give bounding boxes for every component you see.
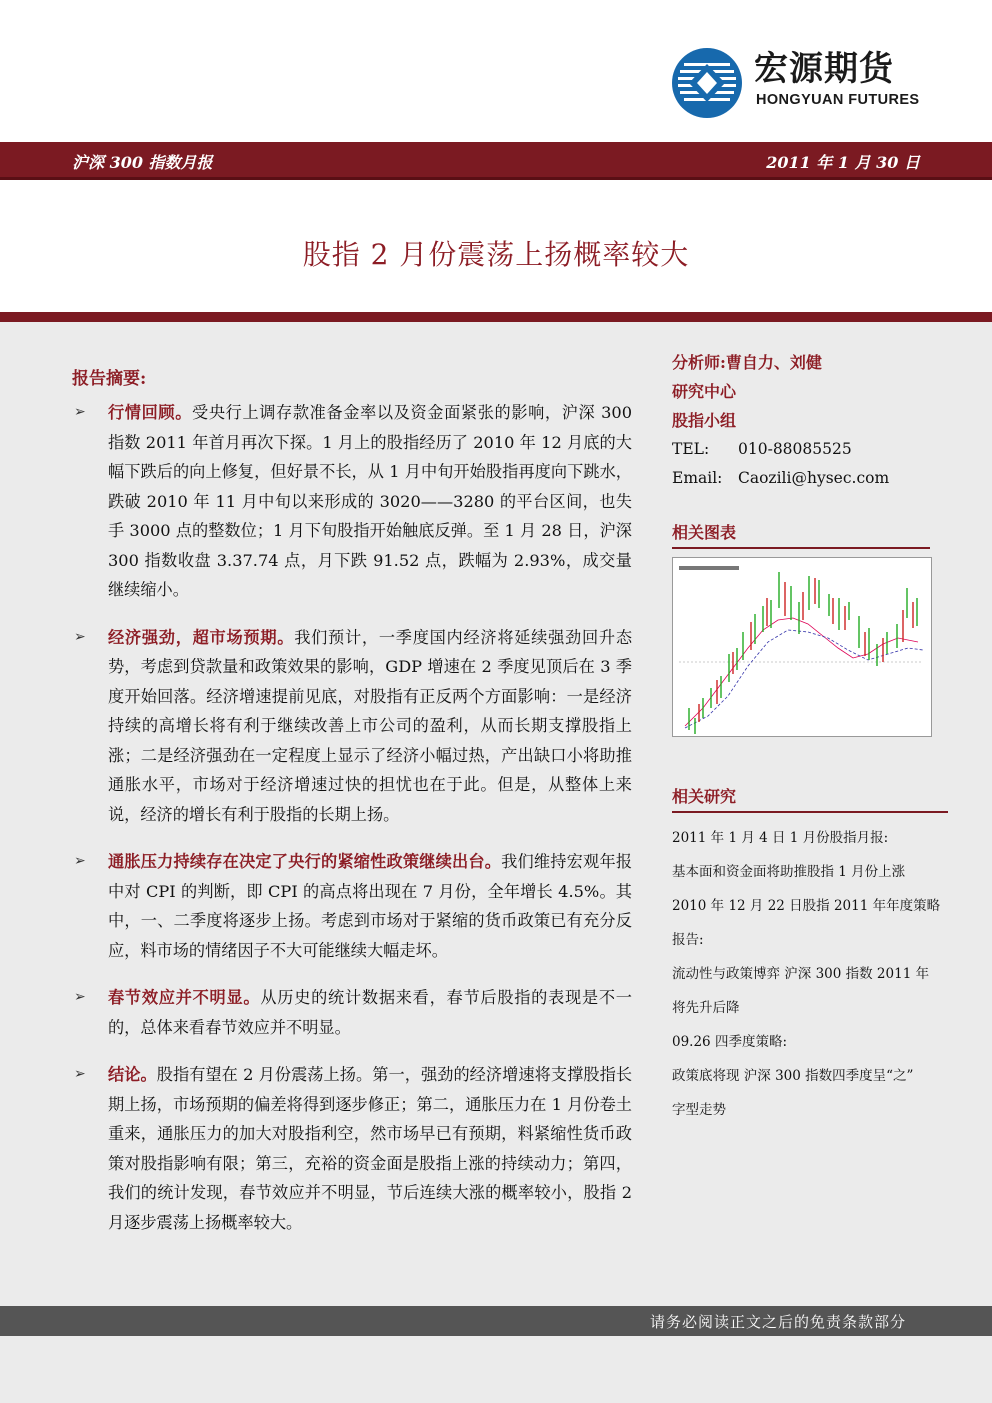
research-list	[672, 821, 948, 1127]
research-heading: 相关研究	[672, 784, 948, 813]
report-date: 2011 年 1 月 30 日	[766, 153, 920, 172]
logo-name-cn: 宏源期货	[754, 49, 894, 89]
tel-label: TEL:	[672, 440, 710, 458]
bullet-text: 从历史的统计数据来看，春节后股指的表现是不一的，总体来看春节效应并不明显。	[108, 988, 632, 1037]
sidebar-info	[672, 348, 948, 493]
chart-heading: 相关图表	[672, 520, 930, 549]
research-item: 2011 年 1 月 4 日 1 月份股指月报:	[672, 830, 889, 846]
group: 股指小组	[672, 411, 737, 430]
abstract-heading: 报告摘要:	[72, 369, 147, 389]
research-item: 将先升后降	[672, 1000, 740, 1016]
research-item: 流动性与政策博弈 沪深 300 指数 2011 年	[672, 966, 930, 982]
title-area	[0, 180, 992, 312]
bullet-item	[72, 1060, 632, 1237]
bullet-lead: 结论。	[108, 1065, 157, 1084]
report-type: 沪深 300 指数月报	[72, 153, 213, 172]
research-item: 政策底将现 沪深 300 指数四季度呈“之”	[672, 1068, 914, 1084]
research-item: 2010 年 12 月 22 日股指 2011 年年度策略	[672, 898, 941, 914]
company-logo	[672, 48, 922, 118]
abstract-bullets	[72, 398, 632, 1255]
related-chart-image	[672, 557, 932, 737]
tel-line	[672, 435, 948, 464]
email-label: Email:	[672, 469, 723, 487]
bullet-item	[72, 398, 632, 605]
email-value[interactable]: Caozili@hysec.com	[738, 469, 890, 487]
research-item: 字型走势	[672, 1102, 726, 1118]
arrow-bullet-icon: ➢	[74, 404, 86, 420]
top-header	[0, 0, 992, 142]
arrow-bullet-icon: ➢	[74, 989, 86, 1005]
bullet-lead: 通胀压力持续存在决定了央行的紧缩性政策继续出台。	[108, 852, 502, 871]
bullet-lead: 春节效应并不明显。	[108, 988, 261, 1007]
tel-value: 010-88085525	[738, 440, 852, 458]
bullet-text: 我们预计，一季度国内经济将延续强劲回升态势，考虑到贷款量和政策效果的影响，GDP 增速在 2 季度见顶后在 3 季度开始回落。经济增速提前见底，对股指有正反两个方面影响：一是经济持续的高增长将有利于继续改善上市公司的盈利，从而长期支撑股指上涨；二是经济强劲在一定程度上显示了经济小幅过热，产出缺口小将助推通胀水平，市场对于经济增速过快的担忧也在于此。但是，从整体上来说，经济的增长有利于股指的长期上扬。	[108, 627, 633, 824]
research-item: 09.26 四季度策略:	[672, 1034, 787, 1050]
arrow-bullet-icon: ➢	[74, 1066, 86, 1082]
bullet-lead: 行情回顾。	[108, 403, 193, 422]
bullet-item	[72, 847, 632, 965]
bullet-text: 我们维持宏观年报中对 CPI 的判断，即 CPI 的高点将出现在 7 月份，全年增长 4.5%。其中，一、二季度将逐步上扬。考虑到市场对于紧缩的货币政策已有充分反应，料市场的情绪因子不大可能继续大幅走坏。	[108, 852, 633, 960]
disclaimer-note: 请务必阅读正文之后的免责条款部分	[649, 1313, 906, 1331]
title-divider	[0, 312, 992, 322]
report-band	[0, 142, 992, 180]
analysts: 分析师:曹自力、刘健	[672, 353, 822, 372]
email-line	[672, 464, 948, 493]
department: 研究中心	[672, 382, 737, 401]
arrow-bullet-icon: ➢	[74, 628, 86, 645]
arrow-bullet-icon: ➢	[74, 853, 86, 869]
logo-name-en: HONGYUAN FUTURES	[756, 92, 920, 108]
research-item: 报告:	[672, 932, 704, 948]
candlestick-chart-graphic	[673, 558, 931, 736]
related-chart-section	[672, 520, 930, 737]
research-item: 基本面和资金面将助推股指 1 月份上涨	[672, 864, 906, 880]
bullet-item	[72, 983, 632, 1042]
bullet-text: 股指有望在 2 月份震荡上扬。第一，强劲的经济增速将支撑股指长期上扬，市场预期的偏差将得到逐步修正；第二，通胀压力在 1 月份卷土重来，通胀压力的加大对股指利空，然市场早已有预期，料紧缩性货币政策对股指影响有限；第三，充裕的资金面是股指上涨的持续动力；第四，我们的统计发现，春节效应并不明显，节后连续大涨的概率较小，股指 2 月逐步震荡上扬概率较大。	[108, 1065, 633, 1232]
bullet-text: 受央行上调存款准备金率以及资金面紧张的影响，沪深 300 指数 2011 年首月再次下探。1 月上的股指经历了 2010 年 12 月底的大幅下跌后的向上修复，但好景不长，从 1 月中旬开始股指再度向下跳水，跌破 2010 年 11 月中旬以来形成的 3020——3280 的平台区间，也失手 3000 点的整数位；1 月下旬股指开始触底反弹。至 1 月 28 日，沪深 300 指数收盘 3.37.74 点，月下跌 91.52 点，跌幅为 2.93%，成交量继续缩小。	[108, 403, 633, 599]
related-research-section	[672, 784, 948, 1127]
bullet-item	[72, 623, 632, 830]
footer-bar	[0, 1306, 992, 1336]
bullet-lead: 经济强劲，超市场预期。	[108, 627, 295, 647]
logo-emblem-icon	[672, 48, 742, 118]
page-title: 股指 2 月份震荡上扬概率较大	[302, 238, 690, 271]
